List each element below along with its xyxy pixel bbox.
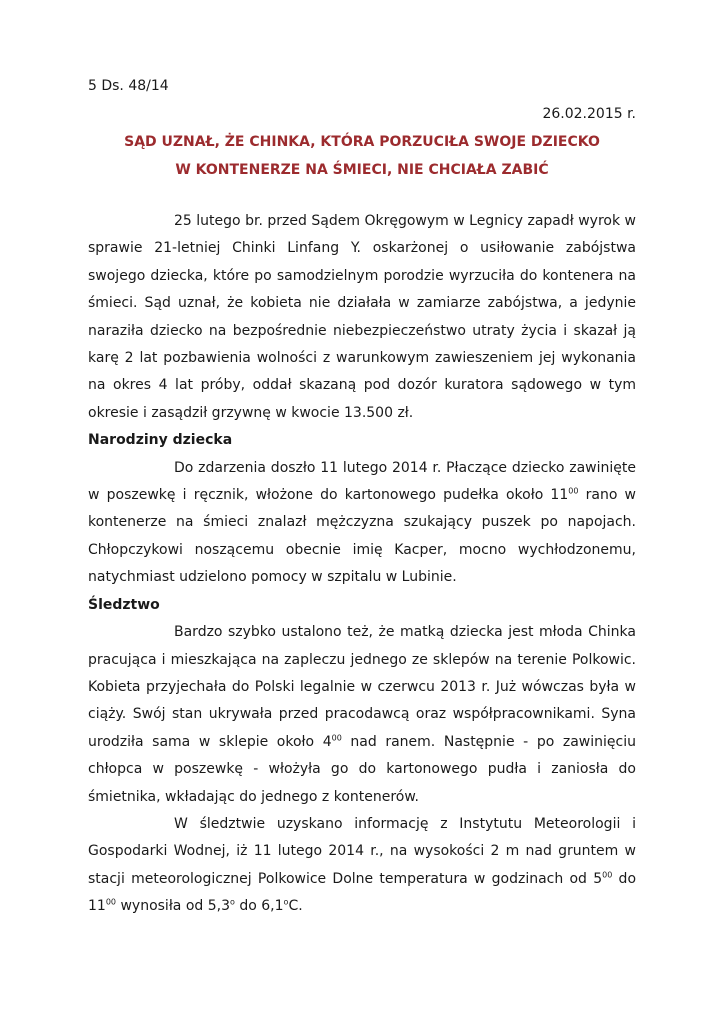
superscript: o bbox=[230, 897, 235, 907]
superscript: o bbox=[283, 897, 289, 907]
text-run: nad ranem. Następnie - po zawinięciu chłopca w poszewkę - włożyła go do kartonowego pudła i zaniosła do śmietnika, wkładając do jednego z kontenerów. bbox=[88, 733, 636, 805]
title-line-2: W KONTENERZE NA ŚMIECI, NIE CHCIAŁA ZABIĆ bbox=[175, 162, 549, 178]
superscript: 00 bbox=[331, 733, 342, 743]
case-reference: 5 Ds. 48/14 bbox=[88, 78, 169, 94]
superscript: 00 bbox=[568, 486, 579, 496]
superscript: 00 bbox=[105, 897, 117, 907]
text-run: do 6,1 bbox=[234, 898, 284, 915]
text-run: do 11 bbox=[88, 870, 637, 915]
text-run: rano w kontenerze na śmieci znalazł mężczyzna szukający puszek po napojach. Chłopczykowi noszącemu obecnie imię Kacper, mocno wychłodzonemu, natychmiast udzielono pomocy w szpitalu w Lubinie. bbox=[88, 487, 637, 586]
document-date: 26.02.2015 r. bbox=[542, 106, 636, 122]
paragraph-investigation bbox=[88, 619, 636, 811]
superscript: 00 bbox=[602, 870, 613, 880]
paragraph-weather bbox=[88, 811, 636, 921]
text-run: C. bbox=[288, 898, 303, 915]
section-heading-investigation: Śledztwo bbox=[88, 596, 160, 613]
text-run: Do zdarzenia doszło 11 lutego 2014 r. Płaczące dziecko zawinięte w poszewkę i ręcznik, włożone do kartonowego pudełka około 11 bbox=[88, 459, 636, 504]
section-heading-birth: Narodziny dziecka bbox=[88, 432, 233, 449]
title-line-1: SĄD UZNAŁ, ŻE CHINKA, KTÓRA PORZUCIŁA SWOJE DZIECKO bbox=[124, 134, 600, 150]
text-run: Bardzo szybko ustalono też, że matką dziecka jest młoda Chinka pracująca i mieszkająca na zapleczu jednego ze sklepów na terenie Polkowic. Kobieta przyjechała do Polski legalnie w czerwcu 2013 r. Już wówczas była w ciąży. Swój stan ukrywała przed pracodawcą oraz współpracownikami. Syna urodziła sama w sklepie około 4 bbox=[88, 624, 636, 750]
paragraph-verdict: 25 lutego br. przed Sądem Okręgowym w Legnicy zapadł wyrok w sprawie 21-letniej Chinki Linfang Y. oskarżonej o usiłowanie zabójstwa swojego dziecka, które po samodzielnym porodzie wyrzuciła do kontenera na śmieci. Sąd uznał, że kobieta nie działała w zamiarze zabójstwa, a jedynie naraziła dziecko na bezpośrednie niebezpieczeństwo utraty życia i skazał ją karę 2 lat pozbawienia wolności z warunkowym zawieszeniem jej wykonania na okres 4 lat próby, oddał skazaną pod dozór kuratora sądowego w tym okresie i zasądził grzywnę w kwocie 13.500 zł. bbox=[88, 213, 636, 421]
document-title bbox=[60, 128, 664, 184]
text-run: W śledztwie uzyskano informację z Instytutu Meteorologii i Gospodarki Wodnej, iż 11 lutego 2014 r., na wysokości 2 m nad gruntem w stacji meteorologicznej Polkowice Dolne temperatura w godzinach od 5 bbox=[88, 815, 636, 887]
paragraph-birth bbox=[88, 455, 636, 592]
document-body bbox=[88, 208, 636, 921]
text-run: wynosiła od 5,3 bbox=[116, 898, 230, 915]
